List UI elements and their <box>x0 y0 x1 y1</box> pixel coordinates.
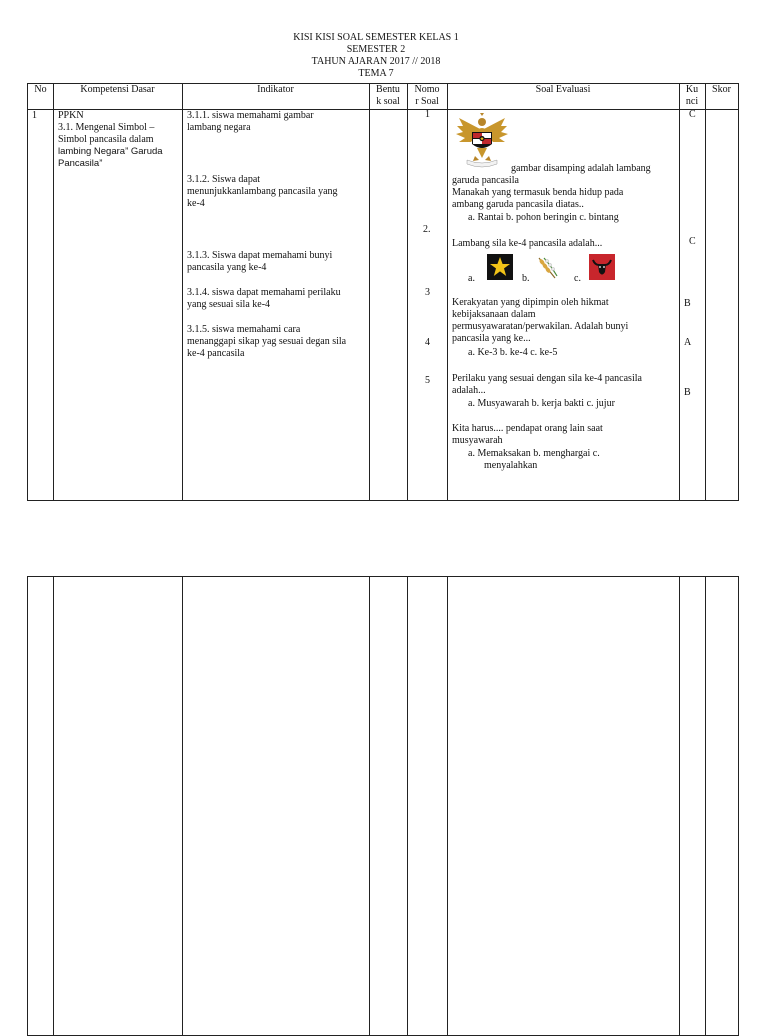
kd-line: 3.1. Mengenal Simbol – <box>58 122 155 133</box>
col-header-text: Ku <box>685 84 699 95</box>
question-1 <box>452 175 678 211</box>
col-header-nomor-soal <box>407 84 447 108</box>
col-header-text: Nomo <box>414 84 440 95</box>
col-header-text: Bentu <box>376 84 400 95</box>
indikator-2 <box>187 174 369 210</box>
indikator-line: pancasila yang ke-4 <box>187 262 267 273</box>
col-divider <box>182 84 183 500</box>
indikator-line: 3.1.2. Siswa dapat <box>187 174 261 185</box>
kunci-3: B <box>684 298 691 309</box>
question-line: kebijaksanaan dalam <box>452 309 536 320</box>
question-4 <box>452 373 678 397</box>
question-line: pancasila yang ke... <box>452 333 531 344</box>
col-divider <box>53 577 54 1035</box>
indikator-3 <box>187 250 369 274</box>
kd-subject: PPKN <box>58 110 84 121</box>
indikator-5 <box>187 324 369 360</box>
question-line: Kita harus.... pendapat orang lain saat <box>452 423 603 434</box>
col-header-skor: Skor <box>712 84 731 95</box>
question-line: musyawarah <box>452 435 503 446</box>
indikator-line: lambang negara <box>187 122 251 133</box>
question-3 <box>452 297 678 345</box>
col-header-indikator: Indikator <box>257 84 294 95</box>
bull-head-icon <box>589 254 615 280</box>
title-line-4: TEMA 7 <box>358 68 394 79</box>
question-line: Perilaku yang sesuai dengan sila ke-4 pancasila <box>452 373 642 384</box>
col-divider <box>407 84 408 500</box>
kunci-1: C <box>689 109 696 120</box>
col-divider <box>53 84 54 500</box>
kisi-kisi-table <box>27 83 739 501</box>
col-divider <box>705 84 706 500</box>
title-line-3: TAHUN AJARAN 2017 // 2018 <box>311 56 441 67</box>
kunci-5: B <box>684 387 691 398</box>
q4-options: a. Musyawarah b. kerja bakti c. jujur <box>468 398 615 409</box>
indikator-line: 3.1.1. siswa memahami gambar <box>187 110 314 121</box>
q2-option-c-label: c. <box>574 273 581 284</box>
question-line: garuda pancasila <box>452 175 519 186</box>
col-divider <box>369 84 370 500</box>
indikator-line: yang sesuai sila ke-4 <box>187 299 271 310</box>
col-divider <box>705 577 706 1035</box>
kompetensi-dasar-cell <box>58 110 180 170</box>
kunci-2: C <box>689 236 696 247</box>
question-5 <box>452 423 678 447</box>
col-header-text: k soal <box>376 96 400 107</box>
indikator-line: ke-4 <box>187 198 205 209</box>
question-line: Manakah yang termasuk benda hidup pada <box>452 187 624 198</box>
indikator-line: 3.1.4. siswa dapat memahami perilaku <box>187 287 341 298</box>
row-number: 1 <box>32 110 37 121</box>
indikator-4 <box>187 287 369 311</box>
q1-options: a. Rantai b. pohon beringin c. bintang <box>468 212 619 223</box>
kd-line: Pancasila” <box>58 158 103 169</box>
question-line: ambang garuda pancasila diatas.. <box>452 199 584 210</box>
empty-continuation-table <box>27 576 739 1036</box>
indikator-line: menanggapi sikap yag sesuai degan sila <box>187 336 347 347</box>
col-header-kompetensi-dasar: Kompetensi Dasar <box>80 84 155 95</box>
nomor-soal-5: 5 <box>425 375 430 386</box>
title-line-2: SEMESTER 2 <box>346 44 406 55</box>
q2-option-a-label: a. <box>468 273 475 284</box>
garuda-pancasila-emblem-icon <box>453 112 511 170</box>
col-divider <box>447 577 448 1035</box>
kunci-4: A <box>684 337 692 348</box>
nomor-soal-4: 4 <box>425 337 430 348</box>
col-header-no: No <box>34 84 47 95</box>
indikator-line: 3.1.3. Siswa dapat memahami bunyi <box>187 250 333 261</box>
col-divider <box>679 84 680 500</box>
col-header-text: r Soal <box>415 96 439 107</box>
kd-line: Simbol pancasila dalam <box>58 134 154 145</box>
indikator-line: 3.1.5. siswa memahami cara <box>187 324 301 335</box>
col-divider <box>369 577 370 1035</box>
question-2: Lambang sila ke-4 pancasila adalah... <box>452 238 603 249</box>
kd-line: lambing Negara” Garuda <box>58 146 163 157</box>
star-icon <box>487 254 513 280</box>
q5-options: a. Memaksakan b. menghargai c. <box>468 448 600 459</box>
col-header-bentuk-soal <box>369 84 407 108</box>
indikator-1 <box>187 110 369 134</box>
question-line: Kerakyatan yang dipimpin oleh hikmat <box>452 297 609 308</box>
question-line: adalah... <box>452 385 486 396</box>
rice-cotton-icon <box>535 254 561 280</box>
col-header-kunci <box>679 84 705 108</box>
title-line-1: KISI KISI SOAL SEMESTER KELAS 1 <box>293 32 459 43</box>
col-divider <box>679 577 680 1035</box>
q2-option-b-label: b. <box>522 273 530 284</box>
col-divider <box>447 84 448 500</box>
q3-options: a. Ke-3 b. ke-4 c. ke-5 <box>468 347 558 358</box>
col-header-soal-evaluasi: Soal Evaluasi <box>535 84 591 95</box>
document-title <box>0 32 752 80</box>
q5-options-continued: menyalahkan <box>484 460 538 471</box>
col-divider <box>182 577 183 1035</box>
nomor-soal-3: 3 <box>425 287 430 298</box>
q1-line: gambar disamping adalah lambang <box>511 163 651 174</box>
question-line: permusyawaratan/perwakilan. Adalah bunyi <box>452 321 629 332</box>
col-divider <box>407 577 408 1035</box>
indikator-line: ke-4 pancasila <box>187 348 245 359</box>
nomor-soal-2: 2. <box>423 224 431 235</box>
indikator-line: menunjukkanlambang pancasila yang <box>187 186 338 197</box>
col-header-text: nci <box>685 96 699 107</box>
nomor-soal-1: 1 <box>425 109 430 120</box>
